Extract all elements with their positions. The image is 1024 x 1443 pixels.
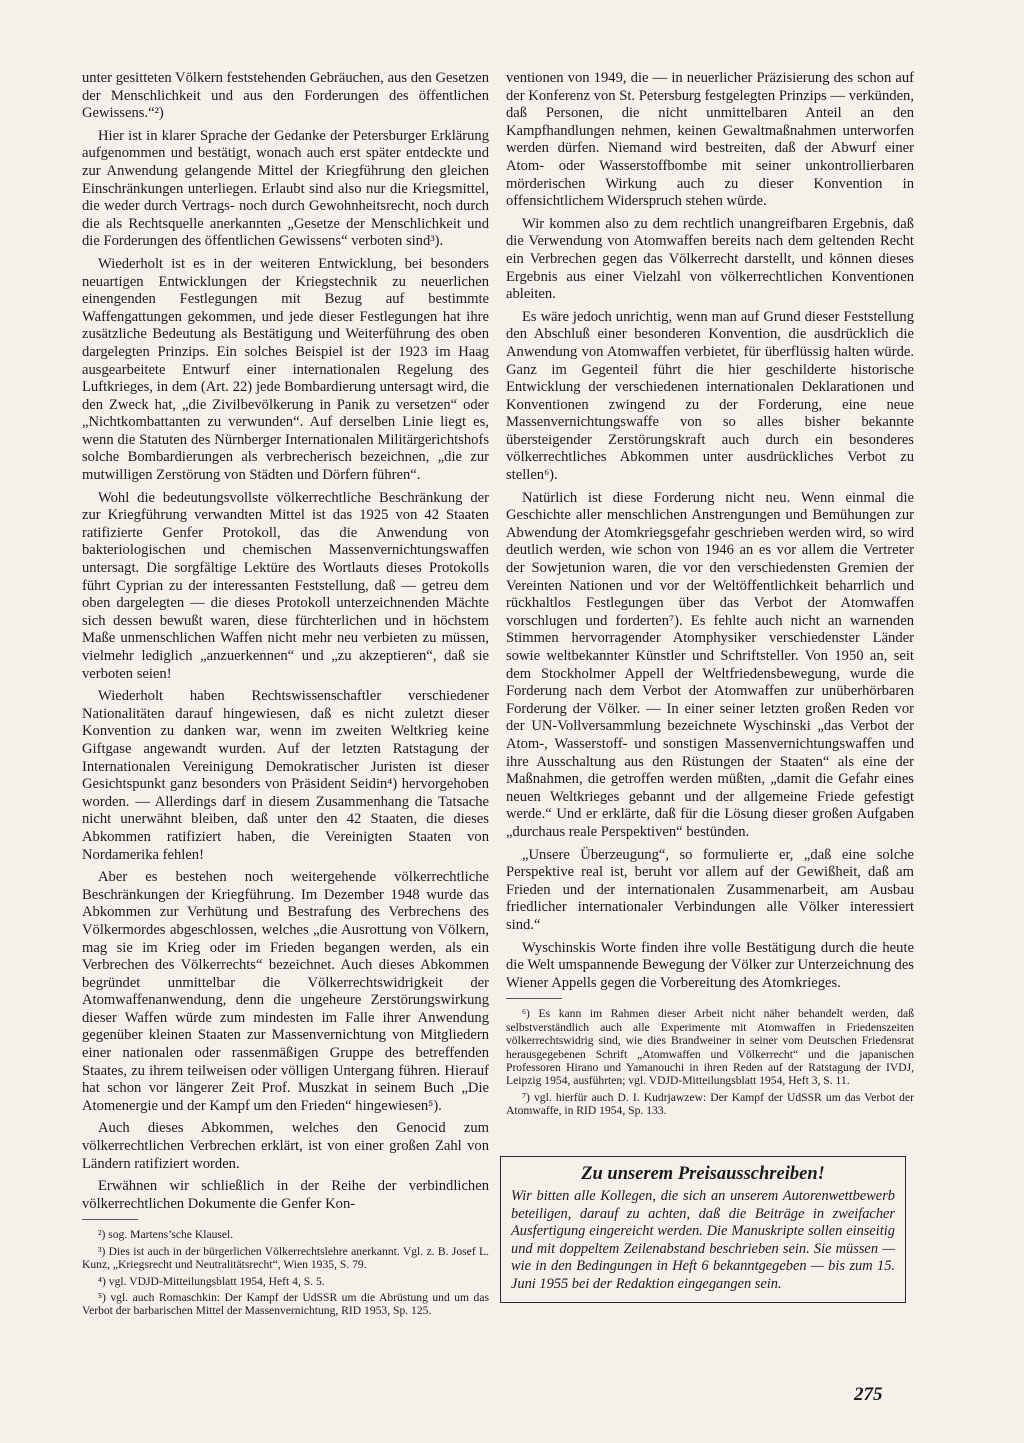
footnote: ⁶) Es kann im Rahmen dieser Arbeit nicht näher behandelt werden, daß selbstverständlich auch alle Experimente mit Atomwaffen in Friedenszeiten völkerrechtswidrig sind, wie dies Brandweiner in seiner vom Deutschen Friedensrat herausgegebenen Schrift „Atomwaffen und Völkerrecht“ und die japanischen Professoren Hirano und Yamanouchi in ihren Reden auf der Ratstagung der IVDJ, Leipzig 1954, ausführten; vgl. VDJD-Mitteilungsblatt 1954, Heft 3, S. 11.: [506, 1007, 914, 1088]
footnote: ⁷) vgl. hierfür auch D. I. Kudrjawzew: Der Kampf der UdSSR um das Verbot der Atomwaffe, in RID 1954, Sp. 133.: [506, 1090, 914, 1118]
paragraph: Wir kommen also zu dem rechtlich unangreifbaren Ergebnis, daß die Verwendung von Atomwaffen bereits nach dem geltenden Recht ein Verbrechen gegen das Völkerrecht darstellt, und können dieses Ergebnis aus einer Vielzahl von völkerrechtlichen Konventionen ableiten.: [506, 215, 914, 303]
footnote-divider: [506, 998, 562, 999]
footnote: ⁴) vgl. VDJD-Mitteilungsblatt 1954, Heft 4, S. 5.: [98, 1274, 325, 1288]
page-number: 275: [854, 1384, 883, 1405]
left-column: [82, 70, 489, 1321]
paragraph: „Unsere Überzeugung“, so formulierte er, „daß eine solche Perspektive real ist, beruht vor allem auf der Gewißheit, daß am Frieden und der internationalen Zusammenarbeit, am Ausbau friedlicher internationaler Verbindungen alle Völker interessiert sind.“: [506, 846, 914, 933]
paragraph: Wyschinskis Worte finden ihre volle Bestätigung durch die heute die Welt umspannende Bewegung der Völker zur Unterzeichnung des Wiener Appells gegen die Vorbereitung des Atomkrieges.: [506, 939, 914, 991]
paragraph: ventionen von 1949, die — in neuerlicher Präzisierung des schon auf der Konferenz von St. Petersburg festgelegten Prinzips — verkünden, daß Personen, die nicht unmittelbaren Anteil an den Kampfhandlungen nehmen, keinen Gewaltmaßnahmen unterworfen werden dürfen. Niemand wird bestreiten, daß der Abwurf einer Atom- oder Wasserstoffbombe mit seiner unkontrollierbaren mörderischen Wirkung auch zu dieser Konvention in offensichtlichem Widerspruch stehen würde.: [506, 70, 914, 210]
paragraph: Natürlich ist diese Forderung nicht neu. Wenn einmal die Geschichte aller menschlichen Anstrengungen und Bemühungen zur Abwendung der Atomkriegsgefahr geschrieben werden wird, so wird deutlich werden, wie schon von 1946 an es vor allem die Vertreter der Sowjetunion waren, die vor den verschiedensten Gremien der Vereinten Nationen und vor der Weltöffentlichkeit beharrlich und rückhaltlos Festlegungen über das Verbot der Atomwaffen vorschlugen und forderten⁷). Es fehlte auch nicht an warnenden Stimmen hervorragender Atomphysiker verschiedenster Länder sowie weltbekannter Künstler und Schriftsteller. Von 1950 an, seit dem Stockholmer Appell der Weltfriedensbewegung, wurde die Forderung nach dem Verbot der Atomwaffen zur unüberhörbaren Forderung der Völker. — In einer seiner letzten großen Reden vor der UN-Vollversammlung bezeichnete Wyschinski „das Verbot der Atom-, Wasserstoff- und sonstigen Massenvernichtungswaffen und ihre Ausschaltung aus den Rüstungen der Staaten“ als eine der Maßnahmen, die getroffen werden müßten, „damit die Gefahr eines neuen Weltkrieges gebannt und der allgemeine Friede gefestigt werde.“ Und er erklärte, daß für die Lösung dieser großen Aufgaben „durchaus reale Perspektiven“ bestünden.: [506, 489, 914, 840]
paragraph: Wiederholt haben Rechtswissenschaftler verschiedener Nationalitäten darauf hingewiesen, daß es nicht zuletzt dieser Konvention zu danken war, wenn im zweiten Weltkrieg keine Giftgase angewandt wurden. Auf der letzten Ratstagung der Internationalen Vereinigung Demokratischer Juristen ist dieser Gesichtspunkt ganz besonders von Präsident Seidin⁴) hervorgehoben worden. — Allerdings darf in diesem Zusammenhang die Tatsache nicht unerwähnt bleiben, daß unter den 42 Staaten, die dieses Abkommen ratifiziert haben, die Vereinigten Staaten von Nordamerika fehlen!: [82, 688, 489, 863]
paragraph: Wohl die bedeutungsvollste völkerrechtliche Beschränkung der zur Kriegführung verwandten Mittel ist das 1925 von 42 Staaten ratifizierte Genfer Protokoll, das die Anwendung von bakteriologischen und chemischen Massenvernichtungswaffen untersagt. Die sorgfältige Lektüre des Wortlauts dieses Protokolls führt Cyprian zu der interessanten Feststellung, daß — getreu dem oben dargelegten — die dieses Protokoll unterzeichnenden Mächte sich dessen bewußt waren, diese fürchterlichen und in höchstem Maße unmenschlichen Waffen nicht mehr neu verbieten zu müssen, vielmehr lediglich „anzuerkennen“ und „zu akzeptieren“, daß sie verboten seien!: [82, 489, 489, 682]
paragraph: Wiederholt ist es in der weiteren Entwicklung, bei besonders neuartigen Entwicklungen der Kriegstechnik zu neuerlichen einengenden Festlegungen mit Bezug auf bestimmte Waffengattungen gekommen, und jede dieser Festlegungen hat ihre zusätzliche Bedeutung als Bestätigung und Weiterführung des oben dargelegten Prinzips. Ein solches Beispiel ist der 1923 im Haag ausgearbeitete Entwurf einer internationalen Regelung des Luftkrieges, in dem (Art. 22) jede Bombardierung untersagt wird, die den Zweck hat, „die Zivilbevölkerung in Panik zu versetzen“ oder „Nichtkombattanten zu verwunden“. Auf derselben Linie liegt es, wenn die Statuten des Nürnberger Internationalen Militärgerichtshofs solche Bombardierungen als verbrecherisch bezeichnen, „die zur mutwilligen Zerstörung von Städten und Dörfern führen“.: [82, 255, 489, 484]
notice-title: Zu unserem Preisausschreiben!: [581, 1164, 825, 1184]
paragraph: Es wäre jedoch unrichtig, wenn man auf Grund dieser Feststellung den Abschluß einer besonderen Konvention, die ausdrücklich die Anwendung von Atomwaffen verbietet, für überflüssig halten würde. Ganz im Gegenteil führt die hier geschilderte historische Entwicklung der verschiedenen internationalen Deklarationen und Konventionen zwingend zu der Forderung, eine neue Massenvernichtungswaffe von so alles bisher bekannte übersteigender Zerstörungskraft auch durch ein besonderes völkerrechtliches Abkommen unter ausdrückliches Verbot zu stellen⁶).: [506, 308, 914, 484]
notice-text: Wir bitten alle Kollegen, die sich an unserem Autorenwettbewerb beteiligen, darauf zu achten, daß die Beiträge in zweifacher Ausfertigung eingereicht werden. Die Manuskripte sollen einseitig und mit doppeltem Zeilenabstand beschrieben sein. Sie müssen — wie in den Bedingungen in Heft 6 bekanntgegeben — bis zum 15. Juni 1955 bei der Redaktion eingegangen sein.: [511, 1188, 895, 1292]
paragraph: Auch dieses Abkommen, welches den Genocid zum völkerrechtlichen Verbrechen erklärt, ist von einer großen Zahl von Ländern ratifiziert worden.: [82, 1120, 489, 1172]
footnote: ³) Dies ist auch in der bürgerlichen Völkerrechtslehre anerkannt. Vgl. z. B. Josef L. Kunz, „Kriegsrecht und Neutralitätsrecht“, Wien 1935, S. 79.: [82, 1244, 489, 1272]
paragraph: unter gesitteten Völkern feststehenden Gebräuchen, aus den Gesetzen der Menschlichkeit und aus den Forderungen des öffentlichen Gewissens.“²): [82, 70, 489, 122]
footnote-divider: [82, 1219, 138, 1220]
footnote: ⁵) vgl. auch Romaschkin: Der Kampf der UdSSR um die Abrüstung und um das Verbot der barbarischen Mittel der Massenvernichtung, RID 1953, Sp. 125.: [82, 1291, 489, 1318]
notice-box: [500, 1156, 906, 1303]
footnote: ²) sog. Martens’sche Klausel.: [98, 1228, 234, 1242]
right-column: [506, 70, 914, 1121]
paragraph: Aber es bestehen noch weitergehende völkerrechtliche Beschränkungen der Kriegführung. Im Dezember 1948 wurde das Abkommen zur Verhütung und Bestrafung des Verbrechens des Völkermordes abgeschlossen, welches „die Ausrottung von Völkern, mag sie im Krieg oder im Frieden begangen werden, als ein Verbrechen des Völkerrechts“ bezeichnet. Auch dieses Abkommen begründet unmittelbar die Völkerrechtswidrigkeit der Atomwaffenanwendung, denn die ungeheure Zerstörungswirkung dieser Waffen würde zum mindesten im Falle ihrer Anwendung gegenüber kleinen Staaten zur Massenvernichtung von Mitgliedern einer nationalen oder rassenmäßigen Gruppe des betreffenden Staates, zu ihrem teilweisen oder völligen Untergang führen. Hierauf hat schon vor längerer Zeit Prof. Muszkat in seinem Buch „Die Atomenergie und der Kampf um den Frieden“ hingewiesen⁵).: [82, 869, 489, 1114]
paragraph: Erwähnen wir schließlich in der Reihe der verbindlichen völkerrechtlichen Dokumente die Genfer Kon-: [82, 1178, 489, 1212]
paragraph: Hier ist in klarer Sprache der Gedanke der Petersburger Erklärung aufgenommen und bestätigt, wonach auch erst später entdeckte und zur Anwendung gelangende Mittel der Kriegführung den gleichen Einschränkungen unterliegen. Erlaubt sind also nur die Kriegsmittel, die weder durch Vertrags- noch durch Gewohnheitsrecht, noch durch die als Rechtsquelle anerkannten „Gesetze der Menschlichkeit und die Forderungen des öffentlichen Gewissens“ verboten sind³).: [82, 127, 489, 250]
